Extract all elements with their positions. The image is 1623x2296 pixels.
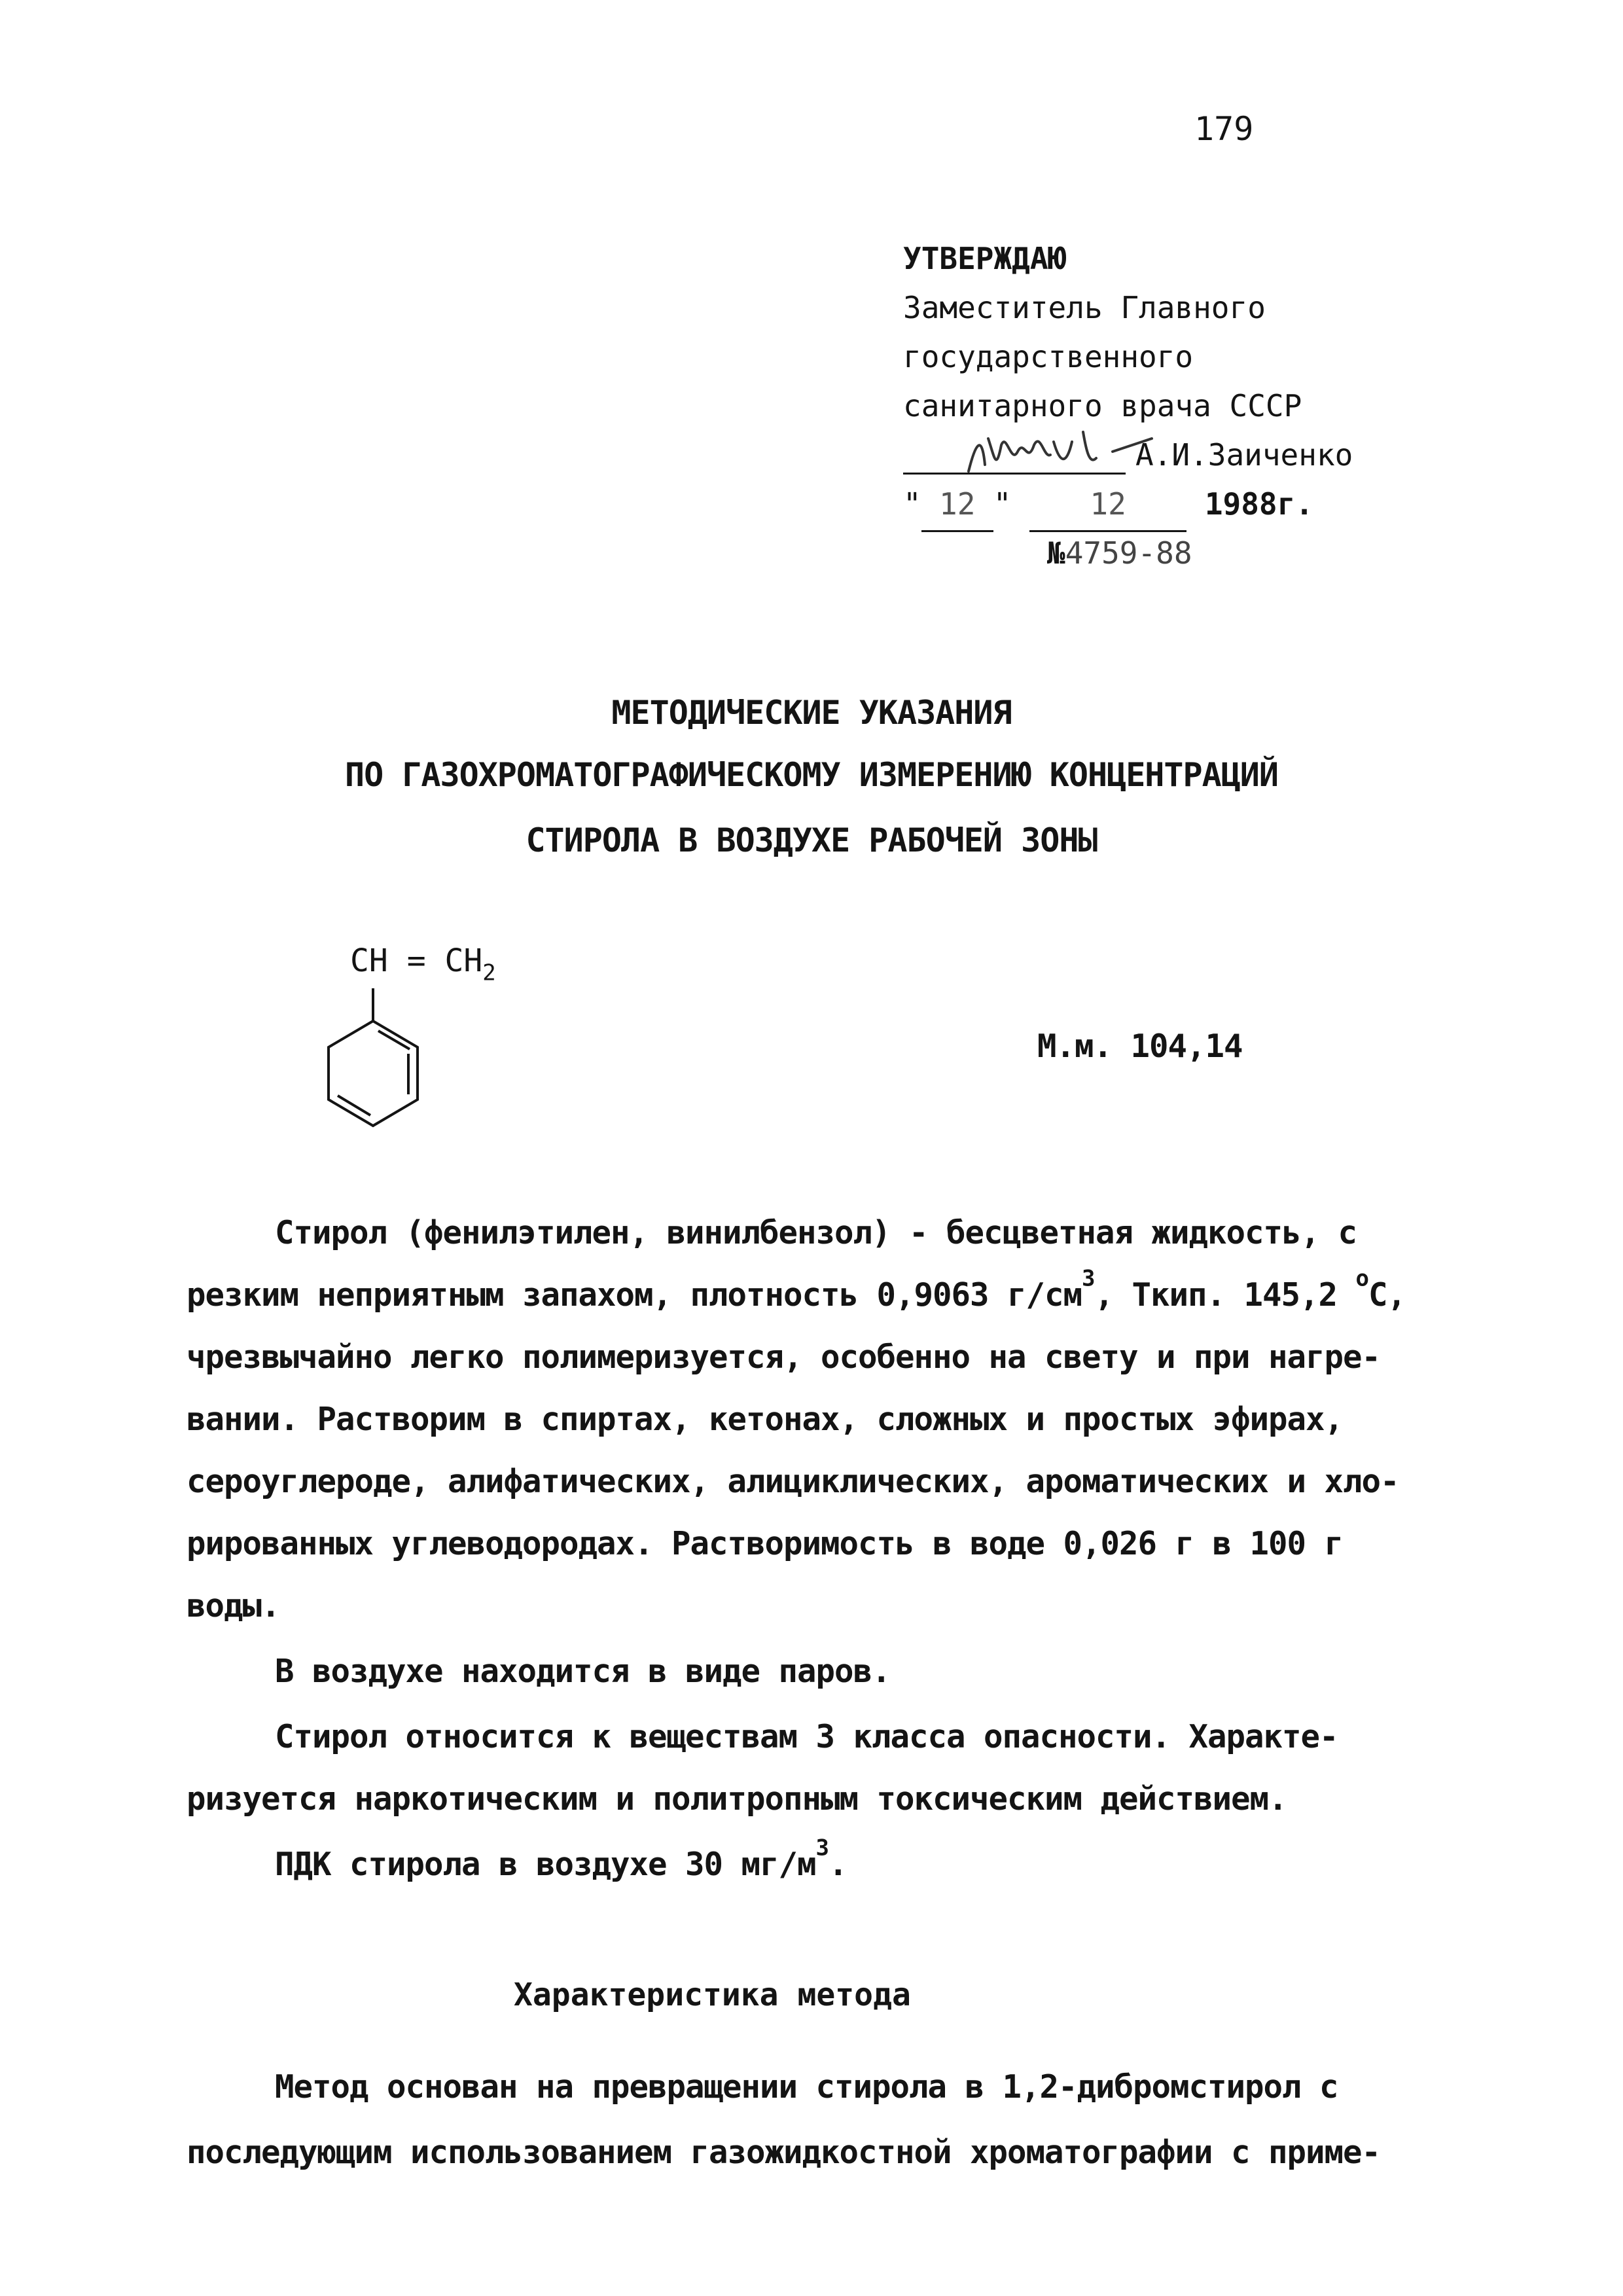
approval-number-value: 4759-88 (1065, 535, 1192, 571)
page-number: 179 (1194, 110, 1254, 148)
approval-number-prefix: № (1047, 535, 1065, 571)
celsius-text: С, (1368, 1276, 1406, 1314)
degree-sign: о (1355, 1265, 1369, 1292)
title-line2: ПО ГАЗОХРОМАТОГРАФИЧЕСКОМУ ИЗМЕРЕНИЮ КОНЦЕНТРАЦИЙ (344, 756, 1279, 794)
vinyl-group (350, 942, 496, 986)
paragraph-3-line-2: ризуется наркотическим и политропным токсическим действием. (187, 1780, 1287, 1818)
title-line3: СТИРОЛА В ВОЗДУХЕ РАБОЧЕЙ ЗОНЫ (526, 821, 1097, 859)
paragraph-2: В воздухе находится в виде паров. (275, 1653, 891, 1690)
approval-position-line3: санитарного врача СССР (903, 388, 1302, 423)
title-line1: МЕТОДИЧЕСКИЕ УКАЗАНИЯ (611, 694, 1012, 732)
boiling-point-text: , Ткип. 145,2 (1094, 1276, 1356, 1314)
benzene-ring (308, 982, 438, 1152)
paragraph-1-line-1: Стирол (фенилэтилен, винилбензол) - бесцветная жидкость, с (275, 1214, 1357, 1251)
handwritten-signature (955, 419, 1165, 484)
approval-date-day: 12 (921, 478, 993, 532)
approval-heading: УТВЕРЖДАЮ (903, 241, 1067, 276)
approval-signatory: А.И.Заиченко (1135, 437, 1353, 473)
density-unit-exponent: 3 (1082, 1265, 1095, 1292)
paragraph-1-line-5: сероуглероде, алифатических, алициклических, ароматических и хло- (187, 1463, 1399, 1500)
molar-mass: М.м. 104,14 (1037, 1028, 1243, 1065)
method-heading: Характеристика метода (514, 1977, 911, 2013)
paragraph-1-line-7: воды. (187, 1587, 280, 1624)
mac-period: . (829, 1846, 847, 1883)
approval-date-year: 1988г. (1204, 486, 1313, 522)
approval-registration-number (1047, 527, 1192, 579)
paragraph-1-line-3: чрезвычайно легко полимеризуется, особенно на свету и при нагре- (187, 1338, 1381, 1376)
paragraph-3-line-1: Стирол относится к веществам 3 класса опасности. Характе- (275, 1718, 1338, 1755)
mac-text: ПДК стирола в воздухе 30 мг/м (275, 1846, 816, 1883)
method-line-2: последующим использованием газожидкостной хроматографии с приме- (187, 2134, 1381, 2171)
method-line-1: Метод основан на превращении стирола в 1,2-дибромстирол с (275, 2068, 1338, 2106)
approval-date: " 12 " 12 1988г. (903, 478, 1313, 532)
paragraph-4 (275, 1835, 847, 1883)
paragraph-1-line-4: вании. Растворим в спиртах, кетонах, сложных и простых эфирах, (187, 1401, 1344, 1438)
approval-date-month: 12 (1029, 478, 1186, 532)
mac-unit-exponent: 3 (815, 1835, 829, 1861)
paragraph-1-line-2 (187, 1265, 1406, 1314)
approval-position-line1: Заместитель Главного (903, 290, 1266, 325)
density-text: резким неприятным запахом, плотность 0,9063 г/см (187, 1276, 1082, 1314)
approval-position-line2: государственного (903, 339, 1194, 374)
paragraph-1-line-6: рированных углеводородах. Растворимость в воде 0,026 г в 100 г (187, 1525, 1344, 1562)
vinyl-group-subscript: 2 (482, 960, 496, 986)
vinyl-group-main: CH = CH (350, 942, 483, 979)
